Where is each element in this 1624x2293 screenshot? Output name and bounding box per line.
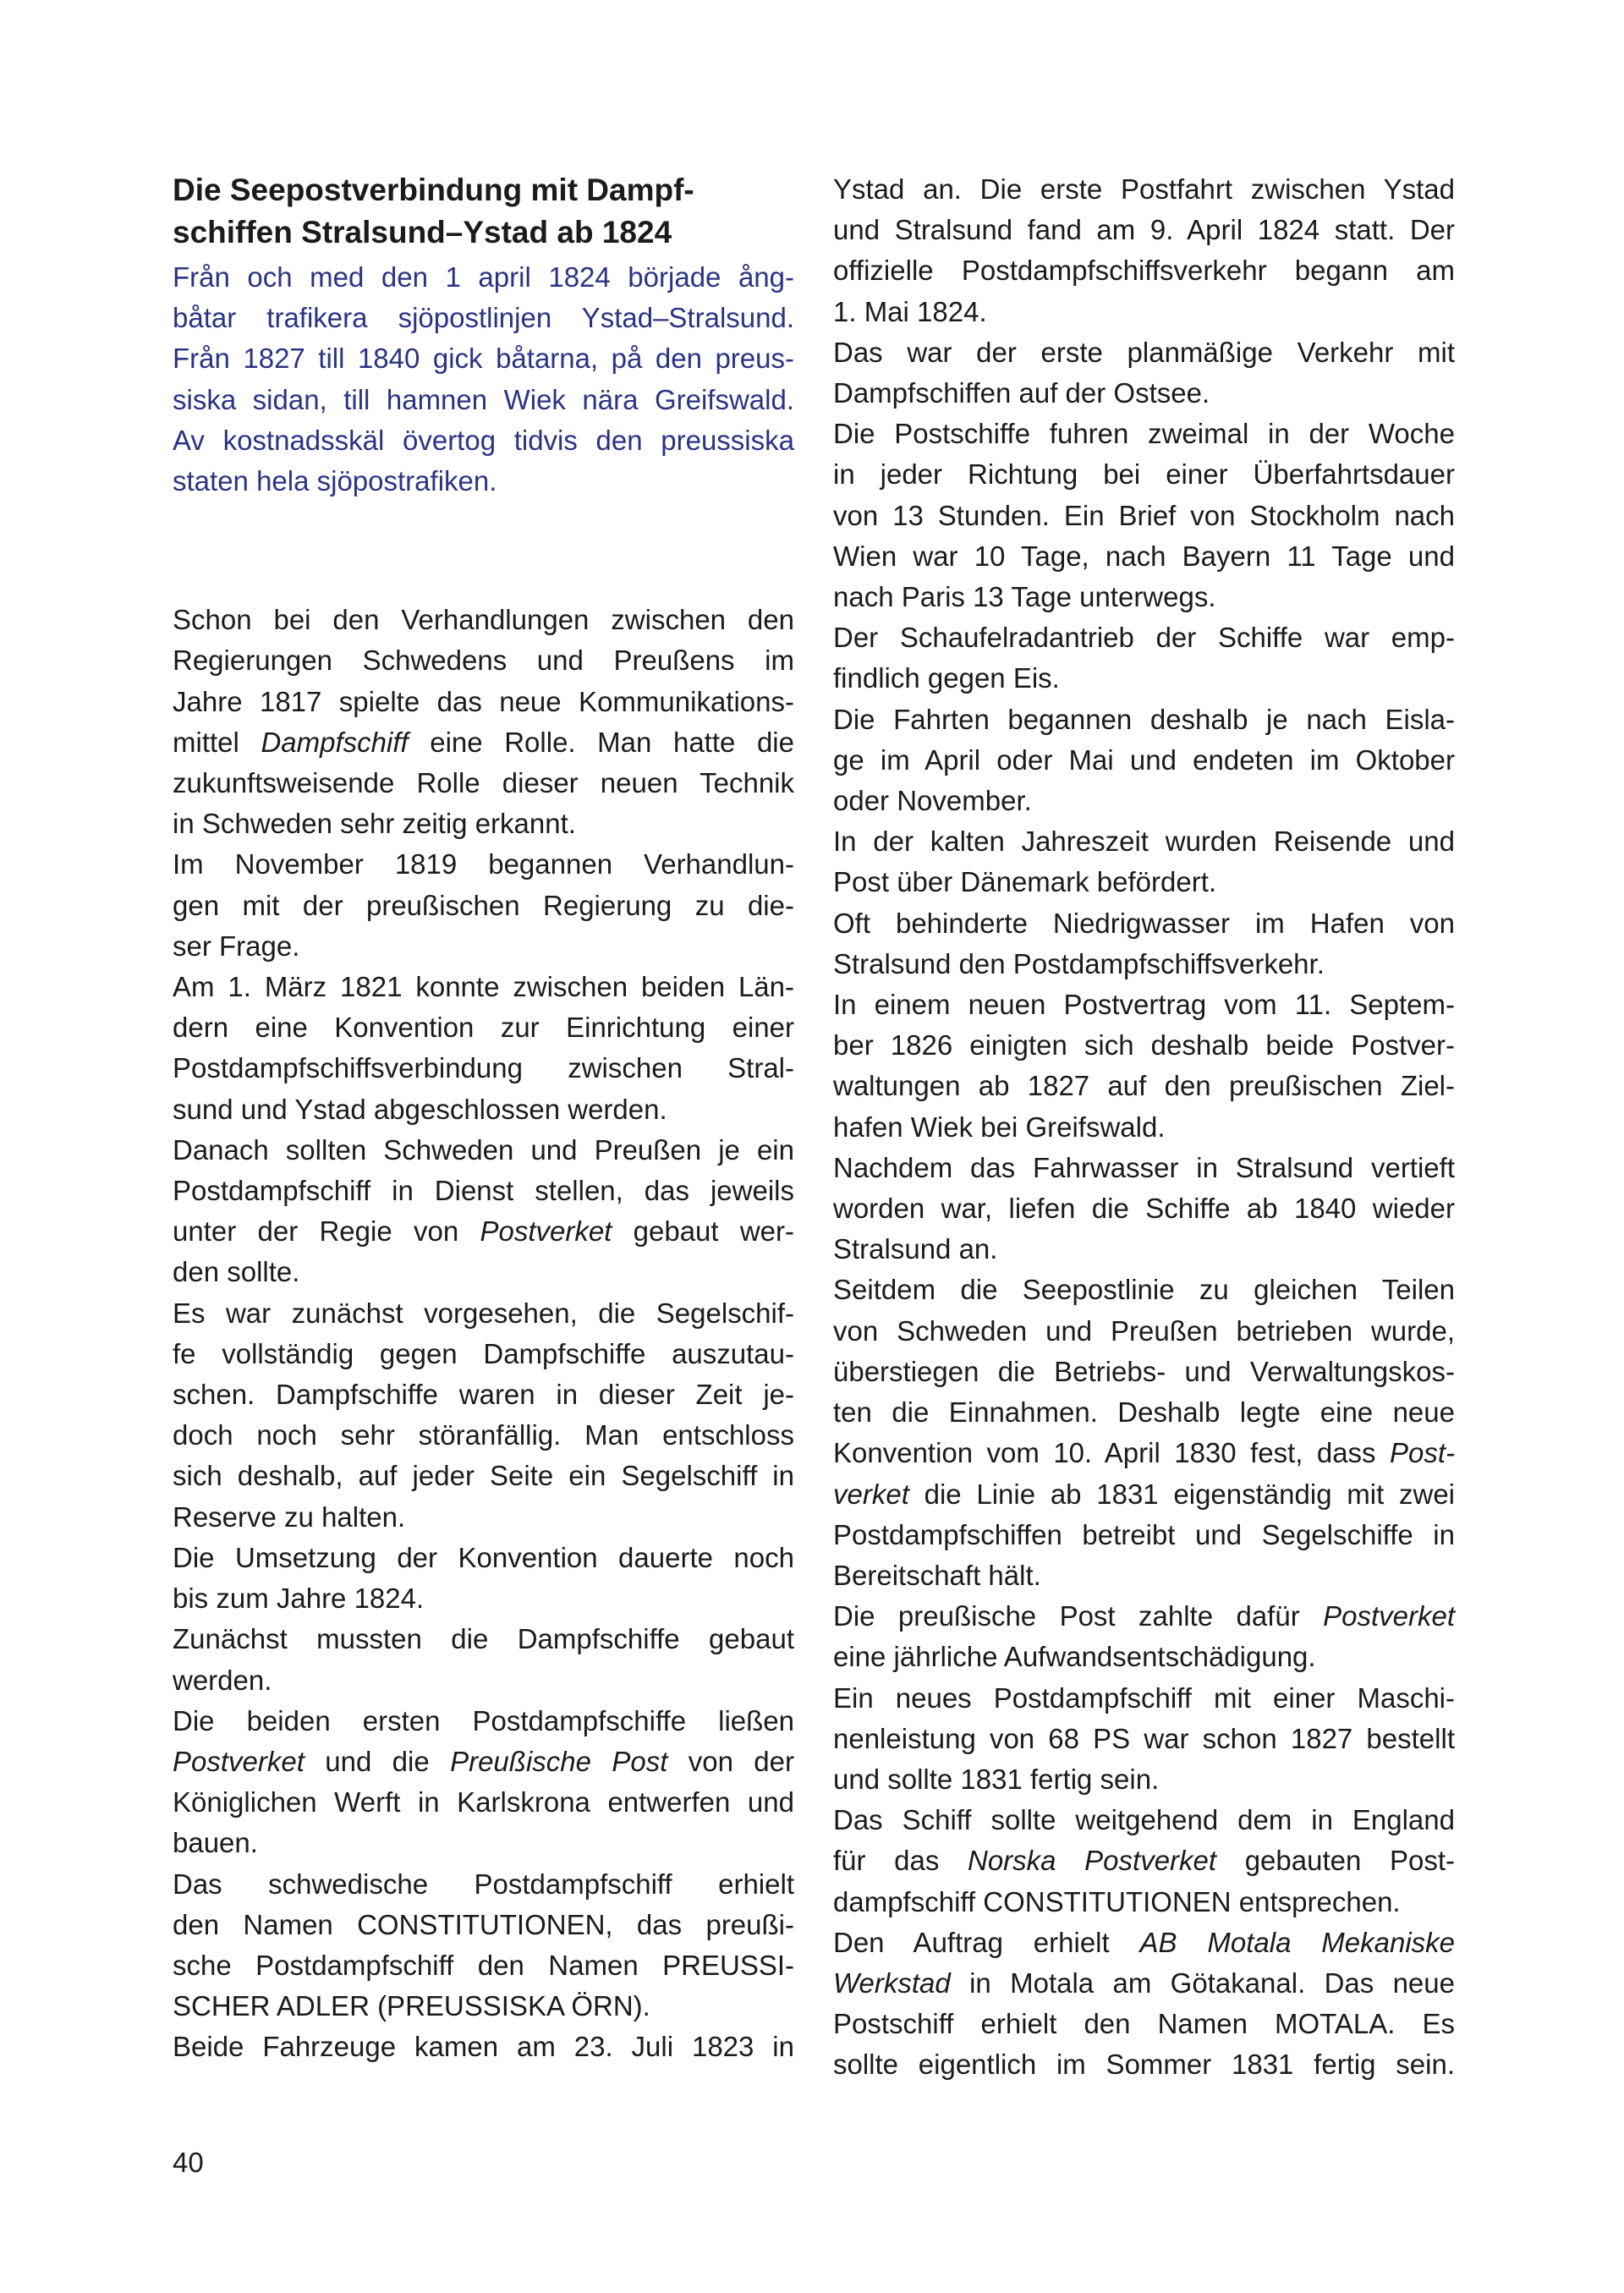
text-line: Stralsund den Postdampfschiffsverkehr. <box>833 947 1325 979</box>
text-line: oder November. <box>833 785 1032 817</box>
text-line: Postdampfschiff in Dienst stellen, das jeweils <box>173 1175 794 1207</box>
paragraph <box>833 1148 1455 1270</box>
title-line: Die Seepostverbindung mit Dampf- <box>173 173 694 207</box>
text-line: In einem neuen Postvertrag vom 11. Septem- <box>833 989 1455 1021</box>
text-line: Zunächst mussten die Dampfschiffe gebaut <box>173 1623 794 1655</box>
text-line: hafen Wiek bei Greifswald. <box>833 1111 1166 1143</box>
text-line: sund und Ystad abgeschlossen werden. <box>173 1093 667 1125</box>
text-line: Danach sollten Schweden und Preußen je ein <box>173 1133 794 1166</box>
text-line: Es war zunächst vorgesehen, die Segelschif- <box>173 1297 794 1329</box>
text-line: Die beiden ersten Postdampfschiffe ließen <box>173 1704 794 1736</box>
text-line: Dampfschiffen auf der Ostsee. <box>833 377 1210 409</box>
text-line: Reserve zu halten. <box>173 1500 406 1533</box>
text-line: unter der Regie von Postverket gebaut wer- <box>173 1215 795 1248</box>
text-line: Die preußische Post zahlte dafür Postverket <box>833 1600 1455 1632</box>
text-line: findlich gegen Eis. <box>833 662 1060 694</box>
paragraph <box>833 985 1455 1148</box>
paragraph <box>833 617 1455 699</box>
text-line: sich deshalb, auf jeder Seite ein Segelschiff in <box>173 1460 794 1492</box>
text-line: mittel Dampfschiff eine Rolle. Man hatte die <box>173 726 794 758</box>
paragraph <box>833 332 1455 414</box>
paragraph <box>833 1678 1455 1801</box>
summary-line: staten hela sjöpostrafiken. <box>173 465 497 497</box>
text-line: überstiegen die Betriebs- und Verwaltungskos- <box>833 1355 1455 1387</box>
summary-line: Från och med den 1 april 1824 började ång- <box>173 261 794 293</box>
text-line: gen mit der preußischen Regierung zu die- <box>173 889 794 921</box>
paragraph <box>833 903 1455 985</box>
text-line: Regierungen Schwedens und Preußens im <box>173 645 794 677</box>
summary-line: Av kostnadsskäl övertog tidvis den preussiska <box>173 424 794 456</box>
paragraph <box>833 1596 1455 1677</box>
text-line: dern eine Konvention zur Einrichtung einer <box>173 1012 794 1044</box>
paragraph <box>173 1130 794 1293</box>
article-title <box>173 169 794 254</box>
text-line: Den Auftrag erhielt AB Motala Mekaniske <box>833 1926 1455 1958</box>
text-line: Das Schiff sollte weitgehend dem in England <box>833 1804 1455 1836</box>
text-line: eine jährliche Aufwandsentschädigung. <box>833 1641 1316 1673</box>
text-line: Postverket und die Preußische Post von der <box>173 1745 794 1777</box>
text-line: Postdampfschiffen betreibt und Segelschiffe in <box>833 1518 1455 1550</box>
text-line: Nachdem das Fahrwasser in Stralsund vertieft <box>833 1151 1455 1183</box>
title-line: schiffen Stralsund–Ystad ab 1824 <box>173 215 672 250</box>
text-line: Postschiff erhielt den Namen MOTALA. Es <box>833 2008 1455 2040</box>
text-line: Die Postschiffe fuhren zweimal in der Woche <box>833 418 1455 450</box>
text-line: Schon bei den Verhandlungen zwischen den <box>173 604 794 636</box>
text-line: ber 1826 einigten sich deshalb beide Postver- <box>833 1029 1455 1061</box>
paragraph <box>833 1923 1455 2086</box>
text-line: Postdampfschiffsverbindung zwischen Stral- <box>173 1052 794 1084</box>
text-line: Im November 1819 begannen Verhandlun- <box>173 848 794 880</box>
text-line: nach Paris 13 Tage unterwegs. <box>833 581 1216 613</box>
summary-line: båtar trafikera sjöpostlinjen Ystad–Stralsund. <box>173 302 794 334</box>
text-line: und Stralsund fand am 9. April 1824 statt. Der <box>833 214 1455 246</box>
text-line: Königlichen Werft in Karlskrona entwerfen und <box>173 1786 794 1818</box>
text-line: den sollte. <box>173 1256 300 1288</box>
paragraph <box>173 1293 794 1538</box>
paragraph <box>173 1701 794 1864</box>
text-line: Jahre 1817 spielte das neue Kommunikations- <box>173 685 794 717</box>
text-line: für das Norska Postverket gebauten Post- <box>833 1845 1455 1877</box>
text-line: Der Schaufelradantrieb der Schiffe war emp- <box>833 622 1455 654</box>
text-line: fe vollständig gegen Dampfschiffe auszutau- <box>173 1337 794 1369</box>
text-line: Beide Fahrzeuge kamen am 23. Juli 1823 in <box>173 2031 794 2063</box>
text-line: Stralsund an. <box>833 1233 998 1265</box>
paragraph <box>833 169 1455 332</box>
text-line: in Schweden sehr zeitig erkannt. <box>173 808 576 840</box>
swedish-summary <box>173 257 794 502</box>
text-line: Die Umsetzung der Konvention dauerte noch <box>173 1541 794 1573</box>
text-line: nenleistung von 68 PS war schon 1827 bestellt <box>833 1722 1455 1754</box>
left-body-text <box>173 600 794 2067</box>
text-line: bauen. <box>173 1827 258 1859</box>
summary-line: Från 1827 till 1840 gick båtarna, på den preus- <box>173 343 794 375</box>
text-line: werden. <box>173 1664 272 1696</box>
text-line: den Namen CONSTITUTIONEN, das preußi- <box>173 1908 794 1940</box>
text-line: schen. Dampfschiffe waren in dieser Zeit je- <box>173 1379 794 1411</box>
right-body-text <box>833 169 1455 2086</box>
paragraph <box>833 699 1455 822</box>
text-line: von 13 Stunden. Ein Brief von Stockholm nach <box>833 499 1455 531</box>
text-line: Konvention vom 10. April 1830 fest, dass Post- <box>833 1437 1455 1469</box>
paragraph <box>173 1538 794 1619</box>
text-line: Seitdem die Seepostlinie zu gleichen Teilen <box>833 1274 1455 1306</box>
text-line: dampfschiff CONSTITUTIONEN entsprechen. <box>833 1885 1401 1917</box>
paragraph <box>833 821 1455 902</box>
text-line: Die Fahrten begannen deshalb je nach Eisla- <box>833 703 1455 735</box>
paragraph <box>173 1864 794 2027</box>
text-line: Das war der erste planmäßige Verkehr mit <box>833 336 1455 368</box>
paragraph <box>173 1619 794 1700</box>
text-line: ten die Einnahmen. Deshalb legte eine neue <box>833 1396 1455 1429</box>
paragraph <box>173 2027 794 2067</box>
page-number: 40 <box>173 2147 204 2178</box>
text-line: SCHER ADLER (PREUSSISKA ÖRN). <box>173 1990 650 2022</box>
paragraph <box>173 600 794 844</box>
text-line: Das schwedische Postdampfschiff erhielt <box>173 1868 794 1900</box>
text-line: Oft behinderte Niedrigwasser im Hafen von <box>833 907 1455 939</box>
text-line: sollte eigentlich im Sommer 1831 fertig sein. <box>833 2049 1455 2081</box>
paragraph <box>833 414 1455 617</box>
text-line: Ein neues Postdampfschiff mit einer Maschi- <box>833 1681 1455 1714</box>
paragraph <box>173 844 794 967</box>
text-line: zukunftsweisende Rolle dieser neuen Technik <box>173 767 794 799</box>
left-column <box>173 169 794 2068</box>
text-line: Am 1. März 1821 konnte zwischen beiden Län- <box>173 971 794 1003</box>
text-line: worden war, liefen die Schiffe ab 1840 wieder <box>833 1193 1455 1225</box>
text-line: ser Frage. <box>173 930 300 962</box>
text-line: Wien war 10 Tage, nach Bayern 11 Tage und <box>833 540 1455 572</box>
text-line: Bereitschaft hält. <box>833 1559 1041 1591</box>
text-line: verket die Linie ab 1831 eigenständig mit zwei <box>833 1478 1455 1510</box>
paragraph <box>833 1800 1455 1923</box>
text-line: Post über Dänemark befördert. <box>833 866 1217 898</box>
text-line: doch noch sehr störanfällig. Man entschloss <box>173 1419 794 1451</box>
text-line: offizielle Postdampfschiffsverkehr begann am <box>833 255 1455 287</box>
text-line: Werkstad in Motala am Götakanal. Das neue <box>833 1967 1455 1999</box>
paragraph <box>833 1270 1455 1596</box>
text-line: waltungen ab 1827 auf den preußischen Ziel- <box>833 1070 1455 1102</box>
text-line: sche Postdampfschiff den Namen PREUSSI- <box>173 1949 794 1981</box>
text-line: Ystad an. Die erste Postfahrt zwischen Ystad <box>833 173 1455 205</box>
right-column <box>833 169 1455 2086</box>
text-line: in jeder Richtung bei einer Überfahrtsdauer <box>833 458 1455 491</box>
paragraph <box>173 967 794 1130</box>
text-line: ge im April oder Mai und endeten im Oktober <box>833 743 1455 776</box>
text-line: bis zum Jahre 1824. <box>173 1583 425 1615</box>
text-line: von Schweden und Preußen betrieben wurde, <box>833 1314 1455 1347</box>
text-line: In der kalten Jahreszeit wurden Reisende und <box>833 826 1455 858</box>
text-line: 1. Mai 1824. <box>833 295 987 327</box>
summary-line: siska sidan, till hamnen Wiek nära Greifswald. <box>173 383 794 415</box>
text-line: und sollte 1831 fertig sein. <box>833 1763 1160 1795</box>
